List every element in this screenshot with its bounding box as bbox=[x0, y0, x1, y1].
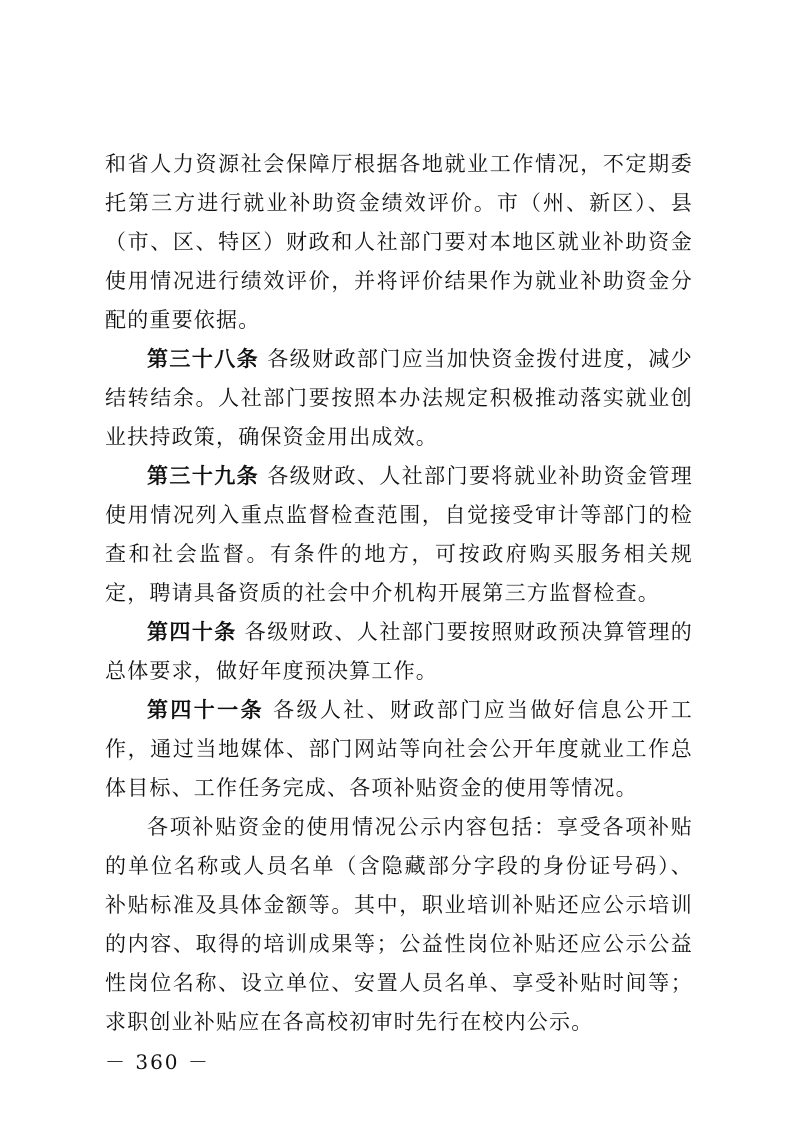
article-39-body: 各级财政、人社部门要将就业补助资金管理使用情况列入重点监督检查范围，自觉接受审计等部门的检查和社会监督。有条件的地方，可按政府购买服务相关规定，聘请具备资质的社会中介机构开展第三方监督检查。 bbox=[105, 464, 693, 605]
article-39-heading: 第三十九条 bbox=[147, 464, 260, 488]
article-38-paragraph bbox=[105, 340, 693, 457]
continuation-paragraph: 和省人力资源社会保障厅根据各地就业工作情况，不定期委托第三方进行就业补助资金绩效评价。市（州、新区）、县（市、区、特区）财政和人社部门要对本地区就业补助资金使用情况进行绩效评价，并将评价结果作为就业补助资金分配的重要依据。 bbox=[105, 152, 693, 332]
article-38-heading: 第三十八条 bbox=[147, 347, 260, 371]
article-41-paragraph bbox=[105, 691, 693, 808]
disclosure-paragraph: 各项补贴资金的使用情况公示内容包括：享受各项补贴的单位名称或人员名单（含隐藏部分字段的身份证号码）、补贴标准及具体金额等。其中，职业培训补贴还应公示培训的内容、取得的培训成果等；公益性岗位补贴还应公示公益性岗位名称、设立单位、安置人员名单、享受补贴时间等；求职创业补贴应在各高校初审时先行在校内公示。 bbox=[105, 815, 693, 1034]
article-41-body: 各级人社、财政部门应当做好信息公开工作，通过当地媒体、部门网站等向社会公开年度就业工作总体目标、工作任务完成、各项补贴资金的使用等情况。 bbox=[105, 698, 693, 800]
article-41-heading: 第四十一条 bbox=[147, 698, 264, 722]
page-number: － 360 － bbox=[105, 1050, 210, 1074]
article-40-body: 各级财政、人社部门要按照财政预决算管理的总体要求，做好年度预决算工作。 bbox=[105, 620, 693, 683]
article-40-paragraph bbox=[105, 613, 693, 691]
article-40-heading: 第四十条 bbox=[147, 620, 237, 644]
article-38-body: 各级财政部门应当加快资金拨付进度，减少结转结余。人社部门要按照本办法规定积极推动落实就业创业扶持政策，确保资金用出成效。 bbox=[105, 347, 693, 449]
article-39-paragraph bbox=[105, 457, 693, 613]
